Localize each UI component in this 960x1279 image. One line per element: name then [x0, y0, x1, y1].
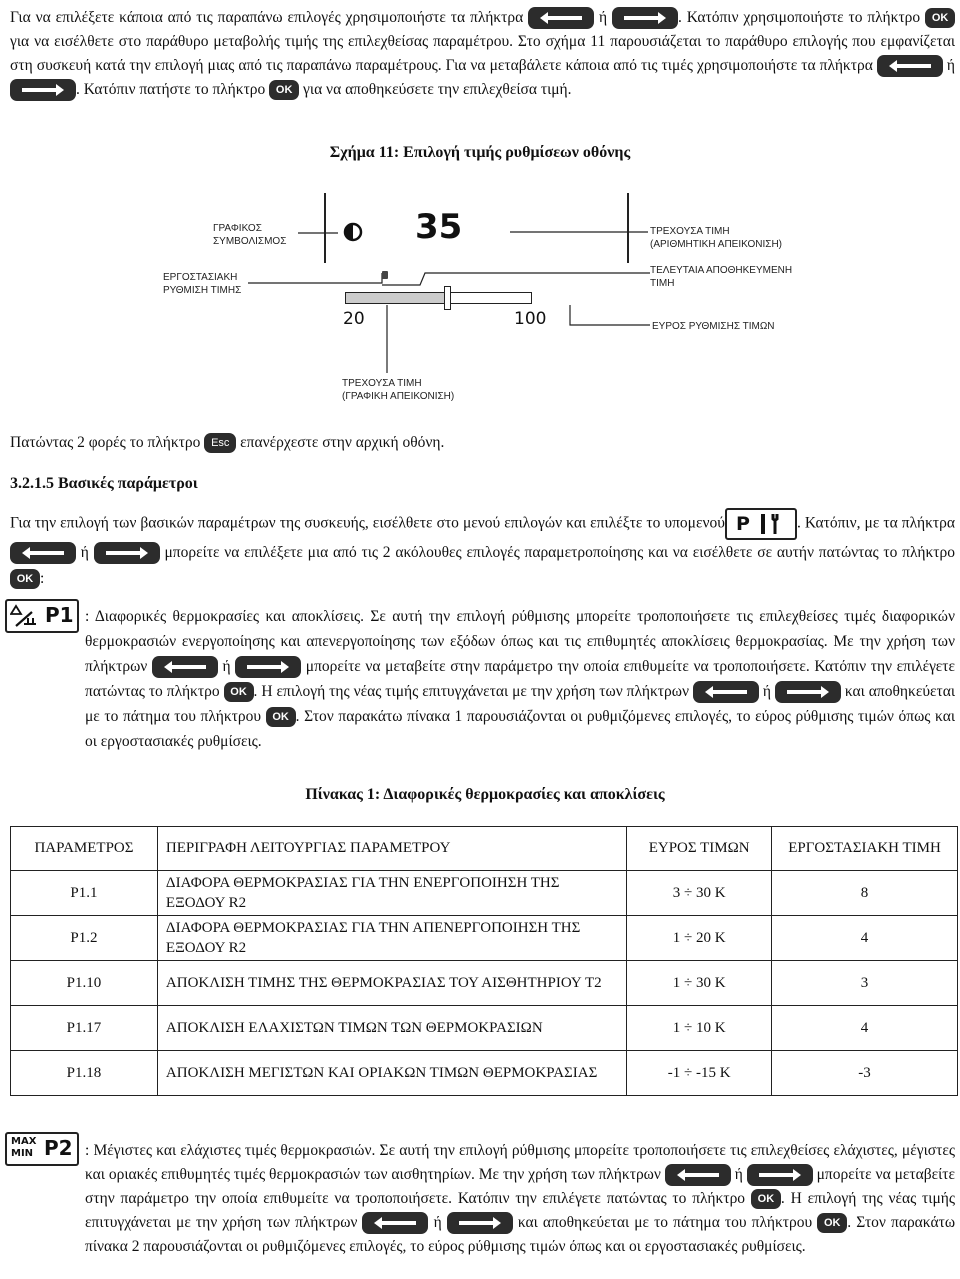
table-row: P1.10 ΑΠΟΚΛΙΣΗ ΤΙΜΗΣ ΤΗΣ ΘΕΡΜΟΚΡΑΣΙΑΣ ΤΟΥ ΑΙΣΘΗΤΗΡΙΟΥ T2 1 ÷ 30 K 3 — [11, 961, 958, 1006]
right-key-icon — [447, 1212, 513, 1234]
table-row: P1.1 ΔΙΑΦΟΡΑ ΘΕΡΜΟΚΡΑΣΙΑΣ ΓΙΑ ΤΗΝ ΕΝΕΡΓΟΠΟΙΗΣΗ ΤΗΣ ΕΞΟΔΟΥ R2 3 ÷ 30 K 8 — [11, 871, 958, 916]
ok-key-icon: OK — [751, 1189, 781, 1209]
intro-text-5: για να αποθηκεύσετε την επιλεχθείσα τιμή. — [303, 81, 572, 98]
slider-thumb — [444, 286, 451, 310]
current-value-number: 35 — [415, 207, 463, 247]
ok-key-icon: OK — [10, 569, 40, 589]
left-key-icon — [693, 681, 759, 703]
table-header: ΕΡΓΟΣΤΑΣΙΑΚΗ ΤΙΜΗ — [772, 827, 958, 871]
intro-text-4: . Κατόπιν πατήστε το πλήκτρο — [76, 81, 266, 98]
right-key-icon — [10, 79, 76, 101]
table-row: P1.2 ΔΙΑΦΟΡΑ ΘΕΡΜΟΚΡΑΣΙΑΣ ΓΙΑ ΤΗΝ ΑΠΕΝΕΡΓΟΠΟΙΗΣΗ ΤΗΣ ΕΞΟΔΟΥ R2 1 ÷ 20 K 4 — [11, 916, 958, 961]
right-key-icon — [235, 656, 301, 678]
delta-thermometer-icon — [10, 604, 40, 628]
left-key-icon — [665, 1164, 731, 1186]
table-header: ΠΕΡΙΓΡΑΦΗ ΛΕΙΤΟΥΡΓΙΑΣ ΠΑΡΑΜΕΤΡΟΥ — [157, 827, 626, 871]
p2-paragraph: : Μέγιστες και ελάχιστες τιμές θερμοκρασιών. Σε αυτή την επιλογή ρύθμισης μπορείτε τροποποιήσετε τις επιλεχθείσες ελάχιστες, μέγιστες και οριακές επιθυμητές τιμές θερμοκρασιών των αισθητηρίων. Με την χρήση των πλήκτρων ή μπορείτε να μεταβείτε στην παράμετρο την οποία επιθυμείτε να τροποποιήσετε. Κατόπιν την επιλέγετε πατώντας το πλήκτρο OK . Η επιλογή της νέας τιμής επιτυγχάνεται με την χρήση των πλήκτρων ή και αποθηκεύεται με το πάτημα του πλήκτρου OK . Στον παρακάτω πίνακα 2 παρουσιάζονται οι ρυθμιζόμενες επιλογές, το εύρος ρύθμισης τιμών όπως και οι εργοστασιακές ρυθμίσεις. — [85, 1142, 956, 1255]
p1-badge: P1 — [5, 599, 79, 633]
right-key-icon — [612, 7, 678, 29]
contrast-icon — [343, 222, 363, 247]
ok-key-icon: OK — [817, 1213, 847, 1233]
slider-fill — [346, 293, 448, 303]
figure-11 — [150, 185, 830, 410]
esc-line: Πατώντας 2 φορές το πλήκτρο Esc επανέρχεστε στην αρχική οθόνη. — [10, 431, 955, 455]
table-header-row — [11, 827, 958, 871]
range-max: 100 — [514, 309, 547, 329]
ok-key-icon: OK — [266, 707, 296, 727]
table-row: P1.17 ΑΠΟΚΛΙΣΗ ΕΛΑΧΙΣΤΩΝ ΤΙΜΩΝ ΤΩΝ ΘΕΡΜΟΚΡΑΣΙΩΝ 1 ÷ 10 K 4 — [11, 1006, 958, 1051]
ok-key-icon: OK — [224, 682, 254, 702]
p1-paragraph: : Διαφορικές θερμοκρασίες και αποκλίσεις. Σε αυτή την επιλογή ρύθμισης μπορείτε τροποποιήσετε τις επιλεχθείσες τιμές διαφορικών θερμοκρασιών ενεργοποίησης και απενεργοποίησης των εξόδων όπως και τις επιθυμητές αποκλίσεις θερμοκρασίας. Με την χρήση των πλήκτρων ή μπορείτε να μεταβείτε στην παράμετρο την οποία επιθυμείτε να τροποποιήσετε. Κατόπιν την επιλέγετε πατώντας το πλήκτρο OK . Η επιλογή της νέας τιμής επιτυγχάνεται με την χρήση των πλήκτρων ή και αποθηκεύεται με το πάτημα του πλήκτρου OK . Στον παρακάτω πίνακα 1 παρουσιάζονται οι ρυθμιζόμενες επιλογές, το εύρος ρύθμισης τιμών όπως και οι εργοστασιακές ρυθμίσεις. — [85, 608, 956, 750]
section-title: 3.2.1.5 Βασικές παράμετροι — [10, 475, 198, 492]
submenu-icon: P — [725, 508, 797, 540]
label-graphic-symbol: ΓΡΑΦΙΚΟΣ ΣΥΜΒΟΛΙΣΜΟΣ — [213, 223, 287, 247]
label-last-saved: ΤΕΛΕΥΤΑΙΑ ΑΠΟΘΗΚΕΥΜΕΝΗ ΤΙΜΗ — [650, 265, 793, 289]
or-text: ή — [946, 57, 956, 74]
ok-key-icon: OK — [269, 80, 299, 100]
label-current-numeric: ΤΡΕΧΟΥΣΑ ΤΙΜΗ (ΑΡΙΘΜΗΤΙΚΗ ΑΠΕΙΚΟΝΙΣΗ) — [650, 226, 782, 250]
label-range: ΕΥΡΟΣ ΡΥΘΜΙΣΗΣ ΤΙΜΩΝ — [652, 321, 775, 332]
or-text: ή — [599, 9, 608, 26]
left-key-icon — [152, 656, 218, 678]
range-slider — [345, 292, 532, 304]
table-header: ΕΥΡΟΣ ΤΙΜΩΝ — [627, 827, 772, 871]
figure-caption: Σχήμα 11: Επιλογή τιμής ρυθμίσεων οθόνης — [329, 144, 631, 161]
right-key-icon — [775, 681, 841, 703]
table-row: P1.18 ΑΠΟΚΛΙΣΗ ΜΕΓΙΣΤΩΝ ΚΑΙ ΟΡΙΑΚΩΝ ΤΙΜΩΝ ΘΕΡΜΟΚΡΑΣΙΑΣ -1 ÷ -15 K -3 — [11, 1051, 958, 1096]
tools-icon — [757, 513, 787, 535]
table1-caption: Πίνακας 1: Διαφορικές θερμοκρασίες και αποκλίσεις — [305, 786, 665, 803]
table-header: ΠΑΡΑΜΕΤΡΟΣ — [11, 827, 158, 871]
right-key-icon — [94, 542, 160, 564]
max-min-label: MAX MIN — [11, 1136, 37, 1159]
left-key-icon — [877, 55, 943, 77]
range-min: 20 — [343, 309, 365, 329]
left-key-icon — [10, 542, 76, 564]
intro-text-2: . Κατόπιν χρησιμοποιήστε το πλήκτρο — [678, 9, 921, 26]
intro-text-1: Για να επιλέξετε κάποια από τις παραπάνω επιλογές χρησιμοποιήστε τα πλήκτρα — [10, 9, 524, 26]
right-key-icon — [747, 1164, 813, 1186]
table1 — [10, 826, 958, 1096]
label-current-graphic: ΤΡΕΧΟΥΣΑ ΤΙΜΗ (ΓΡΑΦΙΚΗ ΑΠΕΙΚΟΝΙΣΗ) — [342, 378, 455, 402]
intro-paragraph — [10, 6, 955, 102]
p2-badge: MAX MIN P2 — [5, 1132, 79, 1166]
basic-params-paragraph: Για την επιλογή των βασικών παραμέτρων της συσκευής, εισέλθετε στο μενού επιλογών και επιλέξτε το υπομενού P . Κατόπιν, με τα πλήκτρα ή μπορείτε να επιλέξετε μια από τις 2 ακόλουθες επιλογές παραμετροποίησης και να εισέλθετε σε αυτήν πατώντας το πλήκτρο OK : — [10, 508, 955, 592]
last-saved-marker — [382, 271, 388, 279]
intro-text-3: για να εισέλθετε στο παράθυρο μεταβολής τιμής της επιλεχθείσας παραμέτρου. Στο σχήμα 11 παρουσιάζεται το παράθυρο επιλογής που εμφανίζεται στη συσκευή κατά την επιλογή μιας από τις παραπάνω παραμέτρους. Για να μεταβάλετε κάποια από τις τιμές χρησιμοποιήστε τα πλήκτρα — [10, 33, 955, 74]
label-factory-setting: ΕΡΓΟΣΤΑΣΙΑΚΗ ΡΥΘΜΙΣΗ ΤΙΜΗΣ — [163, 272, 242, 296]
ok-key-icon: OK — [925, 8, 955, 28]
left-key-icon — [528, 7, 594, 29]
esc-key-icon: Esc — [204, 433, 236, 453]
left-key-icon — [362, 1212, 428, 1234]
